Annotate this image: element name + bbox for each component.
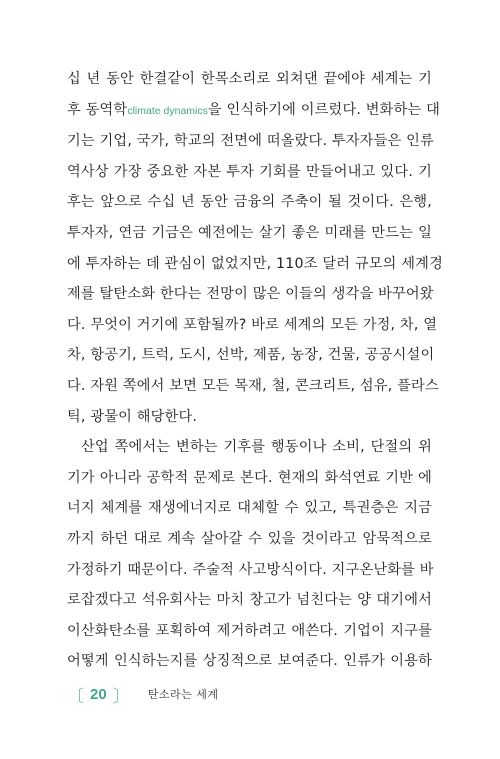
text-line: 역사상 가장 중요한 자본 투자 기회를 만들어내고 있다. 기 xyxy=(67,163,432,180)
text-line-with-gloss xyxy=(67,95,441,127)
text-line: 후는 앞으로 수십 년 동안 금융의 주축이 될 것이다. 은행, xyxy=(67,194,432,211)
text-line: 십 년 동안 한결같이 한목소리로 외쳐댄 끝에야 세계는 기 xyxy=(67,71,432,87)
text-line: 로잡겠다고 석유회사는 마치 창고가 넘친다는 양 대기에서 xyxy=(67,592,432,609)
running-title: 탄소라는 세계 xyxy=(147,688,219,701)
text-line: 에 투자하는 데 관심이 없었지만, 110조 달러 규모의 세계경 xyxy=(67,255,443,272)
text-line: 어떻게 인식하는지를 상징적으로 보여준다. 인류가 이용하 xyxy=(67,653,432,670)
text-line: 가정하기 때문이다. 주술적 사고방식이다. 지구온난화를 바 xyxy=(67,561,434,578)
paragraph-2 xyxy=(67,432,432,677)
page-number: 20 xyxy=(90,685,107,703)
text-fragment: 후 동역학 xyxy=(67,101,128,118)
text-line: 다. 자원 쪽에서 보면 모든 목재, 철, 콘크리트, 섬유, 플라스 xyxy=(67,377,439,394)
text-line: 까지 하던 대로 계속 살아갈 수 있을 것이라고 암묵적으로 xyxy=(67,530,432,547)
text-line: 기가 아니라 공학적 문제로 본다. 현재의 화석연료 기반 에 xyxy=(67,469,432,486)
right-bracket-icon: 〕 xyxy=(112,686,130,706)
page-number-badge xyxy=(67,682,130,707)
text-line: 다. 무엇이 거기에 포함될까? 바로 세계의 모든 가정, 차, 열 xyxy=(67,316,438,333)
text-line: 산업 쪽에서는 변하는 기후를 행동이나 소비, 단절의 위 xyxy=(81,439,432,456)
left-bracket-icon: 〔 xyxy=(67,686,84,706)
text-line: 제를 탈탄소화 한다는 전망이 많은 이들의 생각을 바꾸어왔 xyxy=(67,286,434,303)
text-line: 기는 기업, 국가, 학교의 전면에 떠올랐다. 투자자들은 인류 xyxy=(67,133,434,150)
page-footer xyxy=(67,684,218,704)
text-line: 차, 항공기, 트럭, 도시, 선박, 제품, 농장, 건물, 공공시설이 xyxy=(67,347,435,364)
text-line: 투자자, 연금 기금은 예전에는 살기 좋은 미래를 만드는 일 xyxy=(67,224,432,241)
body-text xyxy=(67,64,443,677)
paragraph-1 xyxy=(67,64,443,432)
text-line: 너지 체계를 재생에너지로 대체할 수 있고, 특권층은 지금 xyxy=(67,500,432,517)
text-line: 틱, 광물이 해당한다. xyxy=(67,408,198,425)
text-line: 이산화탄소를 포획하여 제거하려고 애쓴다. 기업이 지구를 xyxy=(67,622,432,639)
text-fragment: 을 인식하기에 이르렀다. 변화하는 대 xyxy=(207,101,441,118)
english-gloss: climate dynamics xyxy=(127,104,208,117)
